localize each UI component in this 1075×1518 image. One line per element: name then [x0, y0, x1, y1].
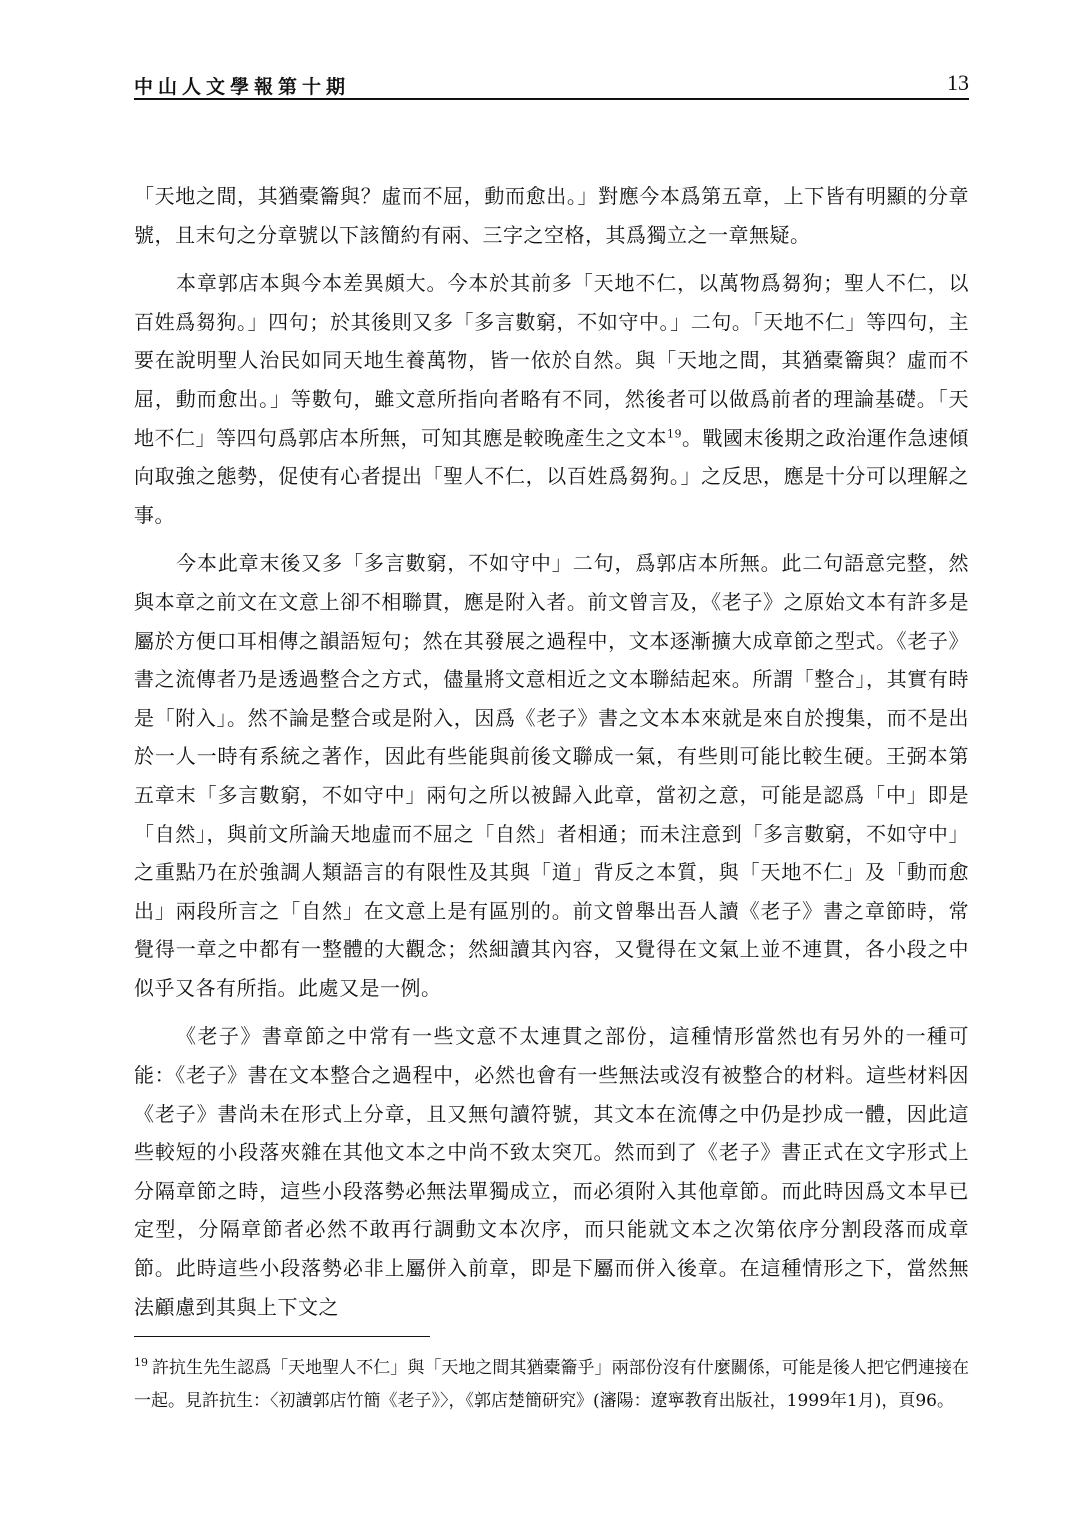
paragraph-1: 「天地之間，其猶橐籥與？虛而不屈，動而愈出。」對應今本爲第五章，上下皆有明顯的分章號，且末句之分章號以下該簡約有兩、三字之空格，其爲獨立之一章無疑。	[134, 184, 969, 247]
paragraph-2-text-before-note: 本章郭店本與今本差異頗大。今本於其前多「天地不仁，以萬物爲芻狗；聖人不仁，以百姓爲芻狗。」四句；於其後則又多「多言數窮，不如守中。」二句。「天地不仁」等四句，主要在說明聖人治民如同天地生養萬物，皆一依於自然。與「天地之間，其猶橐籥與？虛而不屈，動而愈出。」等數句，雖文意所指向者略有不同，然後者可以做爲前者的理論基礎。「天地不仁」等四句爲郭店本所無，可知其應是較晚產生之文本	[134, 271, 969, 450]
journal-title: 中山人文學報第十期	[134, 76, 351, 98]
running-header	[134, 66, 969, 102]
body-text	[134, 177, 969, 1336]
footnote-divider	[134, 1336, 430, 1337]
paragraph-4: 《老子》書章節之中常有一些文意不太連貫之部份，這種情形當然也有另外的一種可能：《老子》書在文本整合之過程中，必然也會有一些無法或沒有被整合的材料。這些材料因《老子》書尚未在形式上分章，且又無句讀符號，其文本在流傳之中仍是抄成一體，因此這些較短的小段落夾雜在其他文本之中尚不致太突兀。然而到了《老子》書正式在文字形式上分隔章節之時，這些小段落勢必無法單獨成立，而必須附入其他章節。而此時因爲文本早已定型，分隔章節者必然不敢再行調動文本次序，而只能就文本之次第依序分割段落而成章節。此時這些小段落勢必非上屬併入前章，即是下屬而併入後章。在這種情形之下，當然無法顧慮到其與上下文之	[134, 1024, 969, 1319]
paragraph-2-text-after-note: 。戰國末後期之政治運作急速傾向取強之態勢，促使有心者提出「聖人不仁，以百姓爲芻狗。」之反思，應是十分可以理解之事。	[134, 425, 969, 527]
paragraph-2	[134, 264, 969, 534]
footnote-mark: 19	[134, 1356, 148, 1370]
footnote-reference-19[interactable]: 19	[667, 426, 682, 440]
footnote-text	[134, 1352, 969, 1418]
footnote-body: 許抗生先生認爲「天地聖人不仁」與「天地之間其猶橐籥乎」兩部份沒有什麼關係，可能是後人把它們連接在一起。見許抗生：〈初讀郭店竹簡《老子》〉，《郭店楚簡研究》(瀋陽：遼寧教育出版社，1999年1月)，頁96。	[134, 1358, 969, 1411]
header-divider	[134, 98, 969, 100]
footnote-19	[134, 1352, 969, 1418]
paragraph-3: 今本此章末後又多「多言數窮，不如守中」二句，爲郭店本所無。此二句語意完整，然與本章之前文在文意上卻不相聯貫，應是附入者。前文曾言及，《老子》之原始文本有許多是屬於方便口耳相傳之韻語短句；然在其發展之過程中，文本逐漸擴大成章節之型式。《老子》書之流傳者乃是透過整合之方式，儘量將文意相近之文本聯結起來。所謂「整合」，其實有時是「附入」。然不論是整合或是附入，因爲《老子》書之文本本來就是來自於搜集，而不是出於一人一時有系統之著作，因此有些能與前後文聯成一氣，有些則可能比較生硬。王弼本第五章末「多言數窮，不如守中」兩句之所以被歸入此章，當初之意，可能是認爲「中」即是「自然」，與前文所論天地虛而不屈之「自然」者相通；而未注意到「多言數窮，不如守中」之重點乃在於強調人類語言的有限性及其與「道」背反之本質，與「天地不仁」及「動而愈出」兩段所言之「自然」在文意上是有區別的。前文曾舉出吾人讀《老子》書之章節時，常覺得一章之中都有一整體的大觀念；然細讀其內容，又覺得在文氣上並不連貫，各小段之中似乎又各有所指。此處又是一例。	[134, 551, 969, 1000]
page-number: 13	[947, 70, 969, 95]
